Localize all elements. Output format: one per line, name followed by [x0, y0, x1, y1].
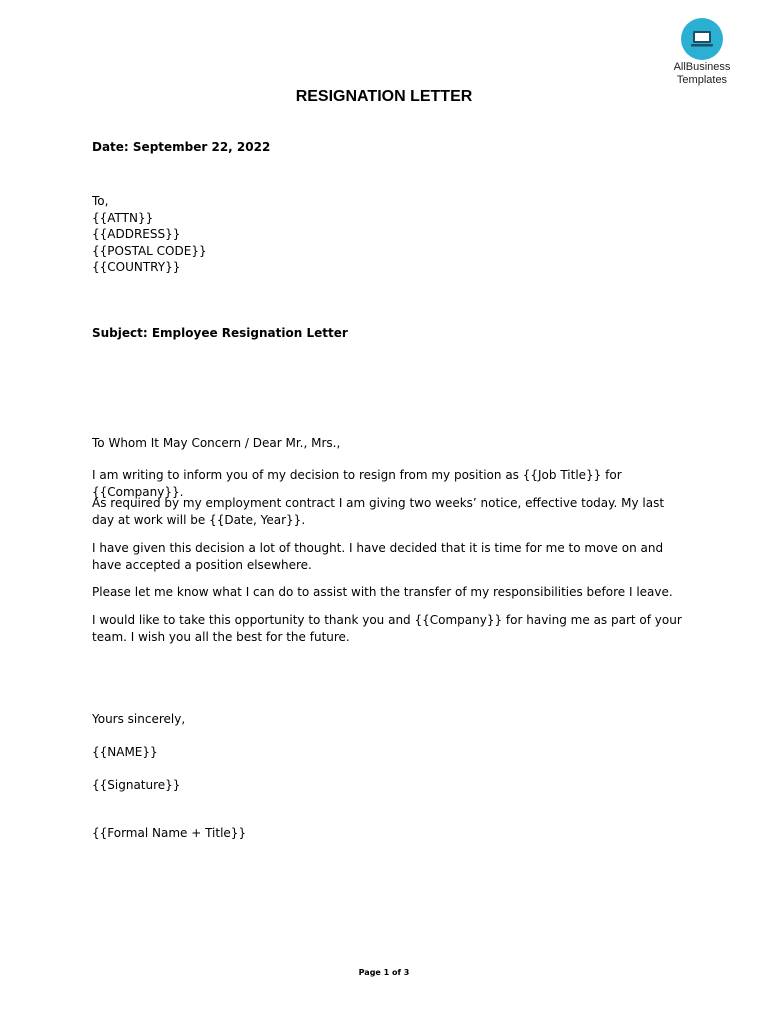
letter-salutation: To Whom It May Concern / Dear Mr., Mrs.,	[92, 436, 341, 450]
letter-paragraph-1: I am writing to inform you of my decision to resign from my position as {{Job Title}} for {{Company}}.	[92, 468, 622, 499]
address-block	[92, 193, 682, 276]
letter-date: Date: September 22, 2022	[92, 140, 271, 154]
letter-closing: Yours sincerely,	[92, 712, 186, 726]
address-address: {{ADDRESS}}	[92, 227, 181, 241]
address-to: To,	[92, 194, 109, 208]
company-logo	[664, 18, 740, 86]
signer-signature: {{Signature}}	[92, 778, 181, 792]
letter-subject: Subject: Employee Resignation Letter	[92, 326, 348, 340]
address-postal-code: {{POSTAL CODE}}	[92, 243, 207, 258]
signer-formal-name: {{Formal Name + Title}}	[92, 826, 247, 840]
page-title: RESIGNATION LETTER	[295, 88, 473, 105]
letter-paragraph-2: As required by my employment contract I am giving two weeks’ notice, effective today. My last day at work will be {{Date, Year}}.	[92, 496, 665, 527]
laptop-icon	[690, 29, 714, 49]
address-country: {{COUNTRY}}	[92, 260, 181, 274]
logo-text-line1: AllBusiness	[673, 61, 731, 73]
address-attn: {{ATTN}}	[92, 210, 154, 225]
logo-badge	[681, 18, 723, 60]
letter-paragraph-5: I would like to take this opportunity to thank you and {{Company}} for having me as part of your team. I wish you all the best for the future.	[92, 613, 682, 644]
signer-name: {{NAME}}	[92, 745, 158, 759]
logo-text-line2: Templates	[676, 74, 728, 86]
page-footer: Page 1 of 3	[358, 968, 410, 977]
letter-paragraph-3: I have given this decision a lot of thought. I have decided that it is time for me to move on and have accepted a position elsewhere.	[92, 541, 664, 572]
letter-paragraph-4: Please let me know what I can do to assist with the transfer of my responsibilities before I leave.	[92, 585, 673, 599]
